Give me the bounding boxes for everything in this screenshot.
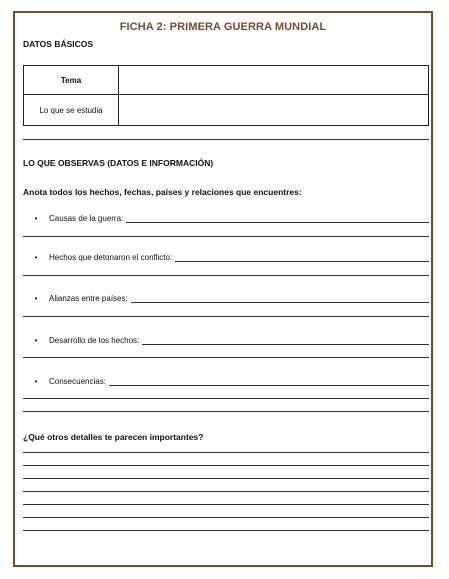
answer-line[interactable] (109, 377, 429, 386)
bullet-consequences (23, 377, 429, 386)
divider (23, 139, 429, 140)
bullet-alliances (23, 294, 429, 303)
section-observe-heading: LO QUE OBSERVAS (DATOS E INFORMACIÓN) (23, 158, 214, 168)
answer-line[interactable] (175, 253, 429, 262)
table-row (24, 66, 429, 95)
study-field[interactable] (119, 95, 429, 126)
bullet-label: Causas de la guerra: (49, 214, 124, 223)
bullet-causes (23, 214, 429, 223)
bullet-icon: • (34, 377, 38, 386)
bullet-triggers (23, 253, 429, 262)
study-label: Lo que se estudia (24, 95, 119, 126)
answer-line[interactable] (23, 357, 429, 358)
section-basic-heading: DATOS BÁSICOS (23, 39, 94, 49)
answer-line[interactable] (23, 517, 429, 518)
question-heading: ¿Qué otros detalles te parecen importantes? (23, 432, 204, 442)
instruction-text: Anota todos los hechos, fechas, países y relaciones que encuentres: (23, 187, 302, 197)
worksheet-page (13, 11, 433, 567)
topic-label: Tema (24, 66, 119, 95)
table-row (24, 95, 429, 126)
basic-data-table (23, 65, 429, 126)
answer-line[interactable] (23, 236, 429, 237)
bullet-development (23, 336, 429, 345)
answer-line[interactable] (23, 452, 429, 453)
bullet-label: Consecuencias: (49, 377, 106, 386)
page-title: FICHA 2: PRIMERA GUERRA MUNDIAL (119, 21, 327, 33)
answer-line[interactable] (23, 275, 429, 276)
topic-field[interactable] (119, 66, 429, 95)
answer-line[interactable] (131, 294, 429, 303)
answer-line[interactable] (142, 336, 429, 345)
answer-line[interactable] (23, 530, 429, 531)
bullet-label: Hechos que detonaron el conflicto: (49, 253, 173, 262)
answer-line[interactable] (23, 316, 429, 317)
bullet-icon: • (34, 253, 38, 262)
answer-line[interactable] (126, 214, 429, 223)
bullet-icon: • (34, 214, 38, 223)
answer-line[interactable] (23, 398, 429, 399)
bullet-label: Alianzas entre países: (49, 294, 128, 303)
answer-line[interactable] (23, 478, 429, 479)
answer-line[interactable] (23, 465, 429, 466)
answer-line[interactable] (23, 491, 429, 492)
bullet-icon: • (34, 294, 38, 303)
bullet-icon: • (34, 336, 38, 345)
answer-line[interactable] (23, 411, 429, 412)
answer-line[interactable] (23, 504, 429, 505)
bullet-label: Desarrollo de los hechos: (49, 336, 140, 345)
